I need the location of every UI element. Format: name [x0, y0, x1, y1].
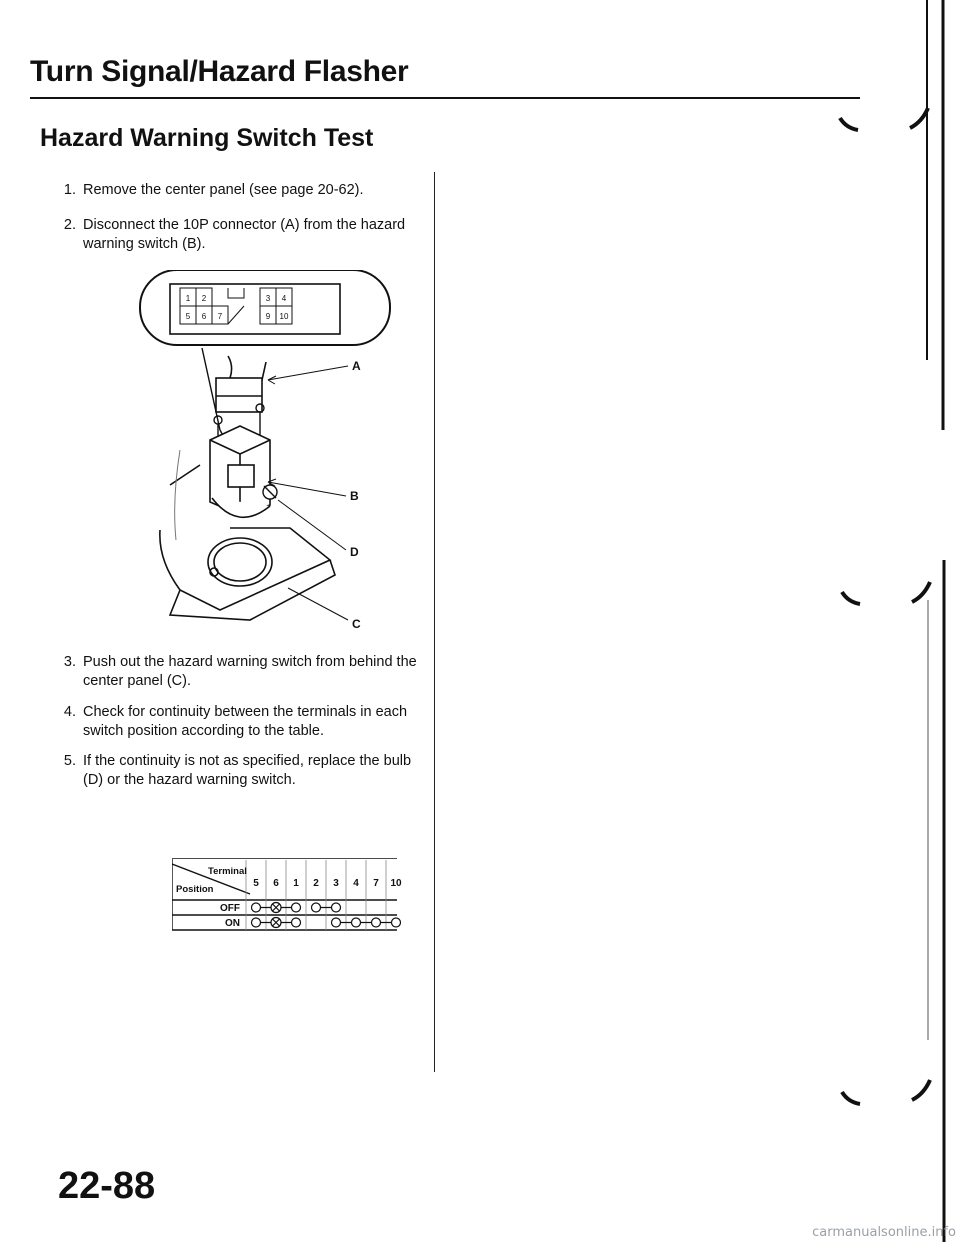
terminal-dot	[392, 918, 401, 927]
terminal-dot	[292, 903, 301, 912]
terminal-header: 2	[313, 878, 319, 889]
terminal-dot	[312, 903, 321, 912]
callout-label-a: A	[352, 359, 361, 373]
callout-label-c: C	[352, 617, 361, 631]
step-text: If the continuity is not as specified, replace the bulb (D) or the hazard warning switch.	[83, 753, 412, 788]
callout-label-b: B	[350, 489, 359, 503]
terminal-header: 5	[253, 878, 259, 889]
terminal-dot	[352, 918, 361, 927]
pin-label: 2	[201, 294, 207, 303]
page-number: 22-88	[58, 1165, 156, 1207]
pin-label: 1	[185, 294, 191, 303]
step-text: Disconnect the 10P connector (A) from the hazard warning switch (B).	[83, 217, 406, 252]
terminal-header: 1	[293, 878, 299, 889]
terminal-dot	[292, 918, 301, 927]
column-divider	[434, 172, 435, 1072]
terminal-header: 4	[353, 878, 359, 889]
position-label: ON	[225, 918, 240, 929]
position-label: OFF	[220, 903, 240, 914]
step-number: 1.	[63, 182, 76, 198]
page-title: Turn Signal/Hazard Flasher	[30, 55, 409, 88]
terminal-dot	[332, 918, 341, 927]
step-number: 4.	[63, 704, 76, 720]
pin-label: 9	[265, 312, 271, 321]
continuity-table	[172, 858, 402, 938]
callout-label-d: D	[350, 545, 359, 559]
pin-label: 3	[265, 294, 271, 303]
pin-label: 4	[281, 294, 287, 303]
header-position: Position	[176, 884, 214, 895]
step-text: Remove the center panel (see page 20-62).	[83, 182, 364, 198]
terminal-dot	[252, 918, 261, 927]
section-title: Hazard Warning Switch Test	[40, 124, 374, 152]
terminal-dot	[332, 903, 341, 912]
pin-label: 5	[185, 312, 191, 321]
terminal-dot	[372, 918, 381, 927]
watermark: carmanualsonline.info	[812, 1225, 956, 1240]
step-text: Push out the hazard warning switch from behind the center panel (C).	[83, 654, 417, 689]
terminal-header: 3	[333, 878, 339, 889]
step-number: 2.	[63, 217, 76, 233]
step-text: Check for continuity between the terminals in each switch position according to the table.	[83, 704, 408, 739]
terminal-header: 6	[273, 878, 279, 889]
hazard-switch-illustration	[120, 270, 420, 640]
pin-label: 7	[217, 312, 223, 321]
terminal-dot	[252, 903, 261, 912]
header-terminal: Terminal	[208, 866, 247, 877]
terminal-header: 10	[390, 878, 402, 889]
pin-label: 6	[201, 312, 207, 321]
step-number: 5.	[63, 753, 76, 769]
terminal-header: 7	[373, 878, 379, 889]
title-rule	[30, 97, 860, 99]
step-number: 3.	[63, 654, 76, 670]
pin-label: 10	[279, 312, 289, 321]
